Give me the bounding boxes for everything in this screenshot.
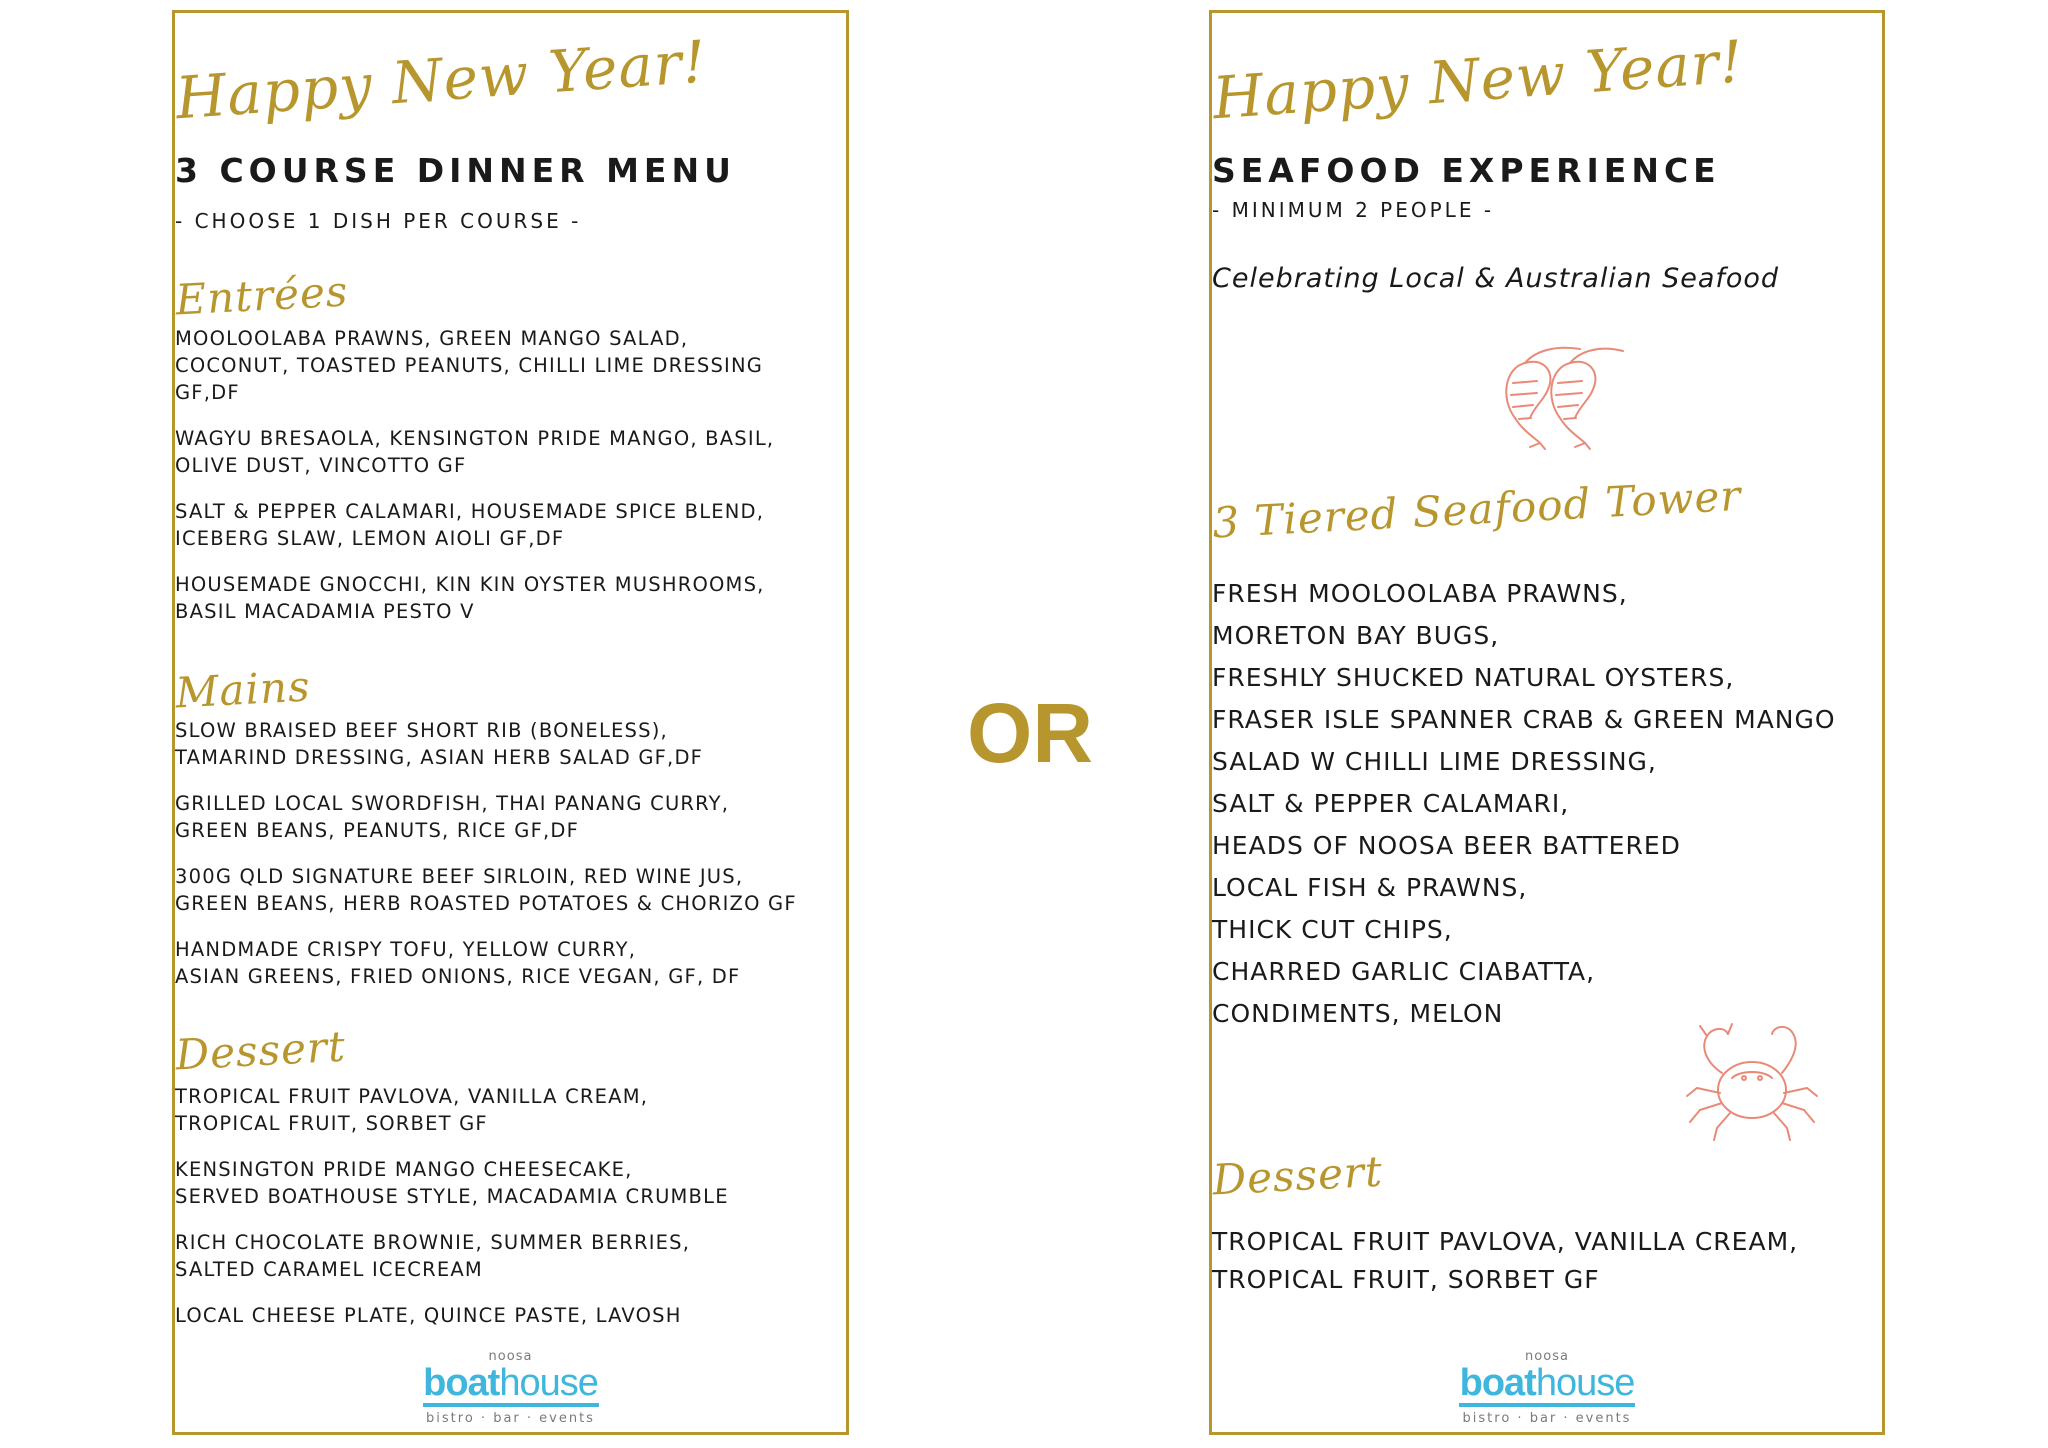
entrees-list	[175, 325, 846, 644]
menu-item: SLOW BRAISED BEEF SHORT RIB (BONELESS), TAMARIND DRESSING, ASIAN HERB SALAD GF,DF	[175, 719, 704, 769]
logo-wordmark	[175, 1363, 846, 1403]
menu-item: THICK CUT CHIPS,	[1212, 915, 1453, 944]
menu-item: RICH CHOCOLATE BROWNIE, SUMMER BERRIES, SALTED CARAMEL ICECREAM	[175, 1231, 691, 1281]
menu-item: KENSINGTON PRIDE MANGO CHEESECAKE, SERVED BOATHOUSE STYLE, MACADAMIA CRUMBLE	[175, 1158, 729, 1208]
dessert-list	[175, 1083, 846, 1348]
menu-item: MORETON BAY BUGS,	[1212, 621, 1500, 650]
mains-list	[175, 717, 846, 1009]
menu-item: TROPICAL FRUIT, SORBET GF	[1212, 1265, 1600, 1294]
menu-title: SEAFOOD EXPERIENCE	[1212, 151, 1721, 190]
menu-item: FRESHLY SHUCKED NATURAL OYSTERS,	[1212, 663, 1735, 692]
menu-item: SALT & PEPPER CALAMARI, HOUSEMADE SPICE BLEND, ICEBERG SLAW, LEMON AIOLI GF,DF	[175, 500, 765, 550]
dessert-heading: Dessert	[1211, 1146, 1384, 1205]
menu-item: FRESH MOOLOOLABA PRAWNS,	[1212, 579, 1628, 608]
menu-item: FRASER ISLE SPANNER CRAB & GREEN MANGO	[1212, 705, 1836, 734]
logo-boat-text: boat	[423, 1362, 500, 1404]
menu-item: SALT & PEPPER CALAMARI,	[1212, 789, 1570, 818]
logo-top-text: noosa	[1525, 1349, 1569, 1364]
menu-subtitle: - CHOOSE 1 DISH PER COURSE -	[175, 209, 582, 233]
greeting-heading: Happy New Year!	[1210, 27, 1746, 133]
menu-item: HOUSEMADE GNOCCHI, KIN KIN OYSTER MUSHROOMS, BASIL MACADAMIA PESTO V	[175, 573, 765, 623]
entrees-heading: Entrées	[174, 266, 350, 325]
menu-item: LOCAL CHEESE PLATE, QUINCE PASTE, LAVOSH	[175, 1304, 682, 1327]
seafood-menu-card	[1209, 10, 1885, 1435]
mains-heading: Mains	[174, 661, 312, 718]
menu-item: GRILLED LOCAL SWORDFISH, THAI PANANG CURRY, GREEN BEANS, PEANUTS, RICE GF,DF	[175, 792, 730, 842]
menu-item: HEADS OF NOOSA BEER BATTERED	[1212, 831, 1681, 860]
logo-boat-text: boat	[1459, 1362, 1536, 1404]
menu-subtitle: - MINIMUM 2 PEOPLE -	[1212, 198, 1495, 222]
menu-item: CHARRED GARLIC CIABATTA,	[1212, 957, 1596, 986]
dessert-heading: Dessert	[174, 1021, 347, 1080]
menu-item: CONDIMENTS, MELON	[1212, 999, 1504, 1028]
logo-house-text: house	[499, 1362, 598, 1404]
menu-item: MOOLOOLABA PRAWNS, GREEN MANGO SALAD, COCONUT, TOASTED PEANUTS, CHILLI LIME DRESSING GF,DF	[175, 327, 764, 404]
logo-tagline: bistro · bar · events	[426, 1411, 595, 1426]
logo-top-text: noosa	[488, 1349, 533, 1364]
greeting-heading: Happy New Year!	[173, 27, 709, 133]
menu-item: TROPICAL FRUIT PAVLOVA, VANILLA CREAM,	[1212, 1227, 1799, 1256]
or-separator: OR	[967, 686, 1093, 780]
logo-tagline: bistro · bar · events	[1462, 1411, 1632, 1426]
menu-tagline: Celebrating Local & Australian Seafood	[1212, 263, 1780, 294]
boathouse-logo	[1212, 1350, 1882, 1426]
dinner-menu-card	[172, 10, 849, 1435]
dessert-list	[1212, 1223, 1882, 1299]
boathouse-logo	[175, 1350, 846, 1426]
menu-item: SALAD W CHILLI LIME DRESSING,	[1212, 747, 1657, 776]
menu-item: LOCAL FISH & PRAWNS,	[1212, 873, 1528, 902]
menu-item: 300G QLD SIGNATURE BEEF SIRLOIN, RED WINE JUS, GREEN BEANS, HERB ROASTED POTATOES & CHORIZO GF	[175, 865, 797, 915]
logo-wordmark	[1212, 1363, 1882, 1403]
menu-item: HANDMADE CRISPY TOFU, YELLOW CURRY, ASIAN GREENS, FRIED ONIONS, RICE VEGAN, GF, DF	[175, 938, 741, 988]
menu-item: TROPICAL FRUIT PAVLOVA, VANILLA CREAM, TROPICAL FRUIT, SORBET GF	[175, 1085, 649, 1135]
shrimp-icon	[1495, 343, 1625, 453]
seafood-tower-list	[1212, 573, 1882, 1035]
menu-title: 3 COURSE DINNER MENU	[175, 151, 736, 190]
menu-item: WAGYU BRESAOLA, KENSINGTON PRIDE MANGO, BASIL, OLIVE DUST, VINCOTTO GF	[175, 427, 775, 477]
seafood-tower-heading: 3 Tiered Seafood Tower	[1211, 470, 1743, 548]
logo-house-text: house	[1535, 1362, 1635, 1404]
